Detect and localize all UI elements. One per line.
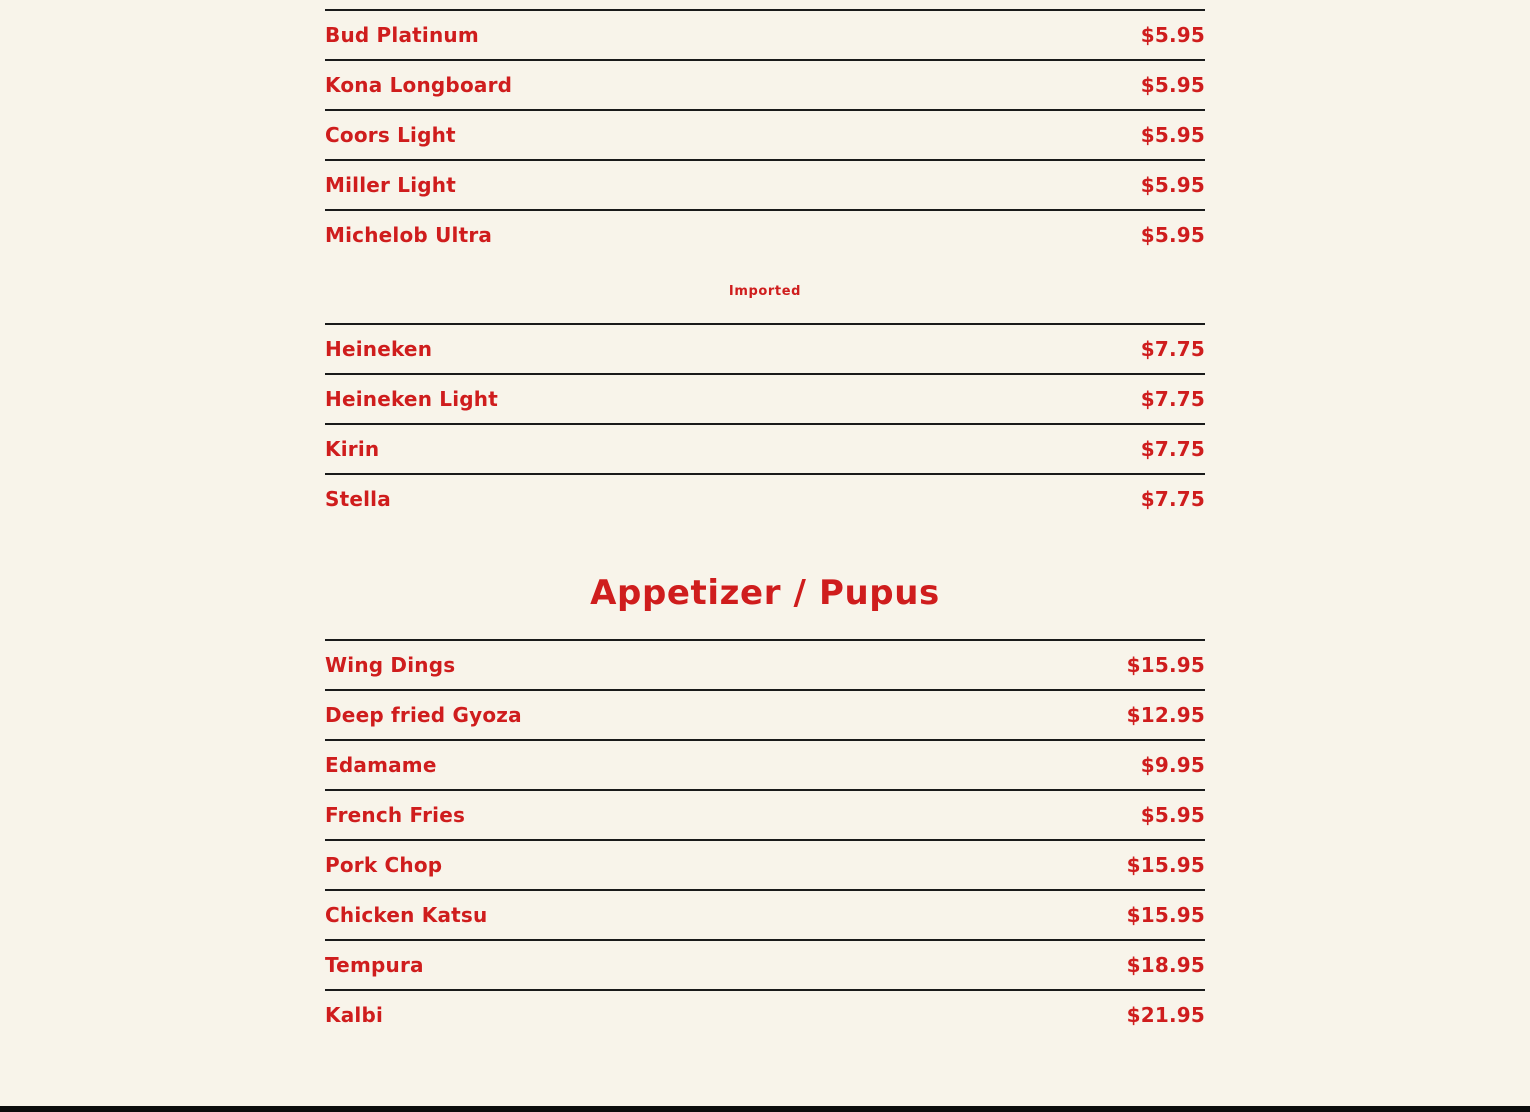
menu-item [325, 889, 1205, 939]
item-name: Heineken Light [325, 387, 499, 411]
item-name: Kirin [325, 437, 380, 461]
item-name: Heineken [325, 337, 433, 361]
item-price: $5.95 [1140, 803, 1205, 827]
menu-item [325, 209, 1205, 259]
item-price: $5.95 [1140, 173, 1205, 197]
item-price: $7.75 [1140, 337, 1205, 361]
item-name: Edamame [325, 753, 437, 777]
item-name: Wing Dings [325, 653, 456, 677]
menu-item [325, 109, 1205, 159]
item-price: $5.95 [1140, 73, 1205, 97]
item-name: Bud Platinum [325, 23, 479, 47]
item-price: $15.95 [1126, 853, 1205, 877]
menu-item [325, 739, 1205, 789]
item-name: Tempura [325, 953, 424, 977]
menu-item [325, 473, 1205, 523]
item-price: $7.75 [1140, 487, 1205, 511]
item-name: Kalbi [325, 1003, 384, 1027]
item-name: Deep fried Gyoza [325, 703, 522, 727]
item-price: $7.75 [1140, 437, 1205, 461]
menu-item [325, 59, 1205, 109]
menu-item [325, 989, 1205, 1039]
menu-item [325, 323, 1205, 373]
appetizers-title: Appetizer / Pupus [590, 573, 940, 613]
item-price: $21.95 [1126, 1003, 1205, 1027]
menu-item [325, 839, 1205, 889]
item-name: Coors Light [325, 123, 456, 147]
menu-item [325, 689, 1205, 739]
item-name: Michelob Ultra [325, 223, 493, 247]
menu [325, 9, 1205, 1039]
imported-beer-list [325, 323, 1205, 523]
item-price: $5.95 [1140, 223, 1205, 247]
item-name: Kona Longboard [325, 73, 513, 97]
menu-item [325, 159, 1205, 209]
item-name: Stella [325, 487, 391, 511]
item-name: Chicken Katsu [325, 903, 488, 927]
item-price: $15.95 [1126, 903, 1205, 927]
imported-subheading: Imported [728, 283, 802, 299]
item-price: $5.95 [1140, 23, 1205, 47]
item-price: $12.95 [1126, 703, 1205, 727]
item-name: Pork Chop [325, 853, 443, 877]
menu-item [325, 9, 1205, 59]
menu-item [325, 639, 1205, 689]
item-price: $18.95 [1126, 953, 1205, 977]
appetizer-list [325, 639, 1205, 1039]
menu-item [325, 789, 1205, 839]
item-price: $9.95 [1140, 753, 1205, 777]
menu-item [325, 373, 1205, 423]
domestic-beer-list [325, 9, 1205, 259]
menu-item [325, 423, 1205, 473]
item-name: Miller Light [325, 173, 456, 197]
item-price: $15.95 [1126, 653, 1205, 677]
item-price: $5.95 [1140, 123, 1205, 147]
menu-item [325, 939, 1205, 989]
item-name: French Fries [325, 803, 466, 827]
footer-bar [0, 1106, 1530, 1112]
item-price: $7.75 [1140, 387, 1205, 411]
